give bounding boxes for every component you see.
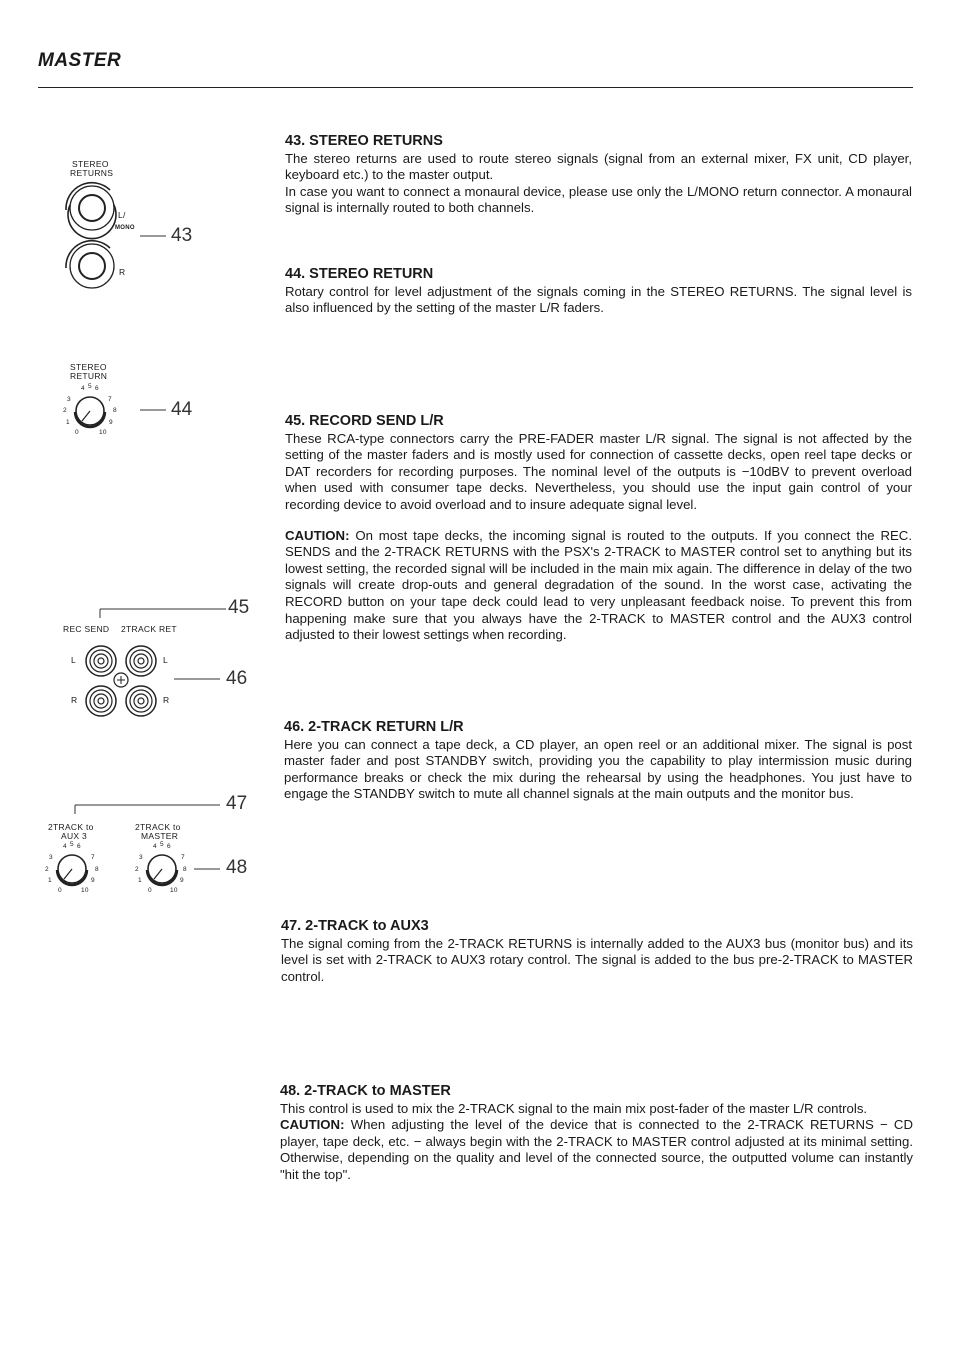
knob47-scale-5: 5 xyxy=(70,841,74,848)
section-title: 46. 2-TRACK RETURN L/R xyxy=(284,719,464,735)
knob48-scale-4: 4 xyxy=(153,843,157,850)
knob48-scale-10: 10 xyxy=(170,887,178,894)
knob44-scale-6: 6 xyxy=(95,385,99,392)
knob48-scale-9: 9 xyxy=(180,877,184,884)
caution-paragraph xyxy=(280,1117,913,1183)
knob47-scale-4: 4 xyxy=(63,843,67,850)
knob47-scale-0: 0 xyxy=(58,887,62,894)
knob44-scale-5: 5 xyxy=(88,383,92,390)
knob47-scale-3: 3 xyxy=(49,854,53,861)
caution-paragraph xyxy=(285,528,912,644)
section-44 xyxy=(285,266,912,317)
section-paragraph: Rotary control for level adjustment of the signals coming in the STEREO RETURNS. The signal level is also influenced by the setting of the master L/R faders. xyxy=(285,283,912,316)
callout-47: 47 xyxy=(226,793,248,814)
knob47-scale-2: 2 xyxy=(45,866,49,873)
aux3-label-2: AUX 3 xyxy=(61,831,88,841)
section-title: 43. STEREO RETURNS xyxy=(285,133,443,149)
knob47-scale-10: 10 xyxy=(81,887,89,894)
section-title: 44. STEREO RETURN xyxy=(285,266,434,282)
callout-44: 44 xyxy=(171,399,193,420)
section-paragraph: This control is used to mix the 2-TRACK signal to the main mix post-fader of the master L/R controls. xyxy=(280,1100,868,1116)
knob44-scale-4: 4 xyxy=(81,385,85,392)
aux3-label-1: 2TRACK to xyxy=(48,822,94,832)
knob44-scale-8: 8 xyxy=(113,407,117,414)
page-header: MASTER xyxy=(38,50,122,71)
section-paragraph: In case you want to connect a monaural device, please use only the L/MONO return connector. A monaural signal is internally routed to both channels. xyxy=(285,183,912,216)
jack-l-mono-icon xyxy=(66,183,116,239)
section-paragraph: Here you can connect a tape deck, a CD player, an open reel or an additional mixer. The signal is post master fader and post STANDBY switch, providing you the capability to play intermission music during performance breaks or check the mix during the rehearsal by using the headphones. You just have to engage the STANDBY switch to mute all channel signals at the main outputs and the monitor bus. xyxy=(284,736,912,802)
caution-text: On most tape decks, the incoming signal is routed to the outputs. If you connect the REC. SENDS and the 2-TRACK RETURNS with the PSX's 2-TRACK to MASTER control set to anything but its lowest setting, the recorded signal will be included in the main mix again. The difference in delay of the two signals will create drop-outs and general degradation of the sound. In the worst case, activating the RECORD button on your tape deck could lead to very unpleasant feedback noise. To prevent this from happening make sure that you always have the 2-TRACK to MASTER control and the AUX3 control adjusted to their lowest settings when recording. xyxy=(285,527,912,643)
knob48-scale-8: 8 xyxy=(183,866,187,873)
caution-label: CAUTION: xyxy=(285,527,350,543)
jack-mono-label: MONO xyxy=(115,225,135,231)
section-46 xyxy=(284,719,912,803)
section-47 xyxy=(281,918,913,985)
section-title: 47. 2-TRACK to AUX3 xyxy=(281,918,429,934)
knob47-scale-6: 6 xyxy=(77,843,81,850)
knob47-scale-9: 9 xyxy=(91,877,95,884)
aux3-knob-icon xyxy=(57,855,87,885)
knob44-scale-9: 9 xyxy=(109,419,113,426)
knob44-scale-0: 0 xyxy=(75,429,79,436)
stereo-returns-label-1: STEREO xyxy=(72,159,109,169)
two-track-ret-label: 2TRACK RET xyxy=(121,624,177,634)
section-paragraph: These RCA-type connectors carry the PRE-FADER master L/R signal. The signal is not affected by the setting of the master faders and is mostly used for connection of cassette decks, open reel tape decks or DAT recorders for recording purposes. The nominal level of the outputs is −10dBV to prevent overload when used with consumer tape decks. Nevertheless, you should use the input gain control of your recording device to avoid overload and to insure adequate signal level. xyxy=(285,430,912,512)
knob48-scale-2: 2 xyxy=(135,866,139,873)
rca-rec-send-r-icon xyxy=(86,686,116,716)
knob48-scale-0: 0 xyxy=(148,887,152,894)
section-paragraph: The signal coming from the 2-TRACK RETURNS is internally added to the AUX3 bus (monitor bus) and its level is set with 2-TRACK to AUX3 rotary control. The signal is added to the bus pre-2-TRACK to MASTER control. xyxy=(281,935,913,984)
master-label-1: 2TRACK to xyxy=(135,822,181,832)
stereo-return-knob-icon xyxy=(75,397,105,427)
stereo-return-label-2: RETURN xyxy=(70,371,108,381)
section-title: 48. 2-TRACK to MASTER xyxy=(280,1083,451,1099)
knob48-scale-5: 5 xyxy=(160,841,164,848)
section-43 xyxy=(285,133,912,217)
knob44-scale-1: 1 xyxy=(66,419,70,426)
callout-45: 45 xyxy=(228,597,250,618)
jack-l-label: L/ xyxy=(118,210,126,220)
section-45 xyxy=(285,413,912,644)
knob47-scale-7: 7 xyxy=(91,854,95,861)
rec-send-label: REC SEND xyxy=(63,624,110,634)
rca-2track-ret-r-icon xyxy=(126,686,156,716)
callout-48: 48 xyxy=(226,857,248,878)
knob48-scale-7: 7 xyxy=(181,854,185,861)
ground-screw-icon xyxy=(114,673,128,687)
jack-r-icon xyxy=(66,241,114,288)
knob44-scale-10: 10 xyxy=(99,429,107,436)
rca-r-label-left: R xyxy=(71,695,78,705)
knob47-scale-1: 1 xyxy=(48,877,52,884)
rca-2track-ret-l-icon xyxy=(126,646,156,676)
knob44-scale-2: 2 xyxy=(63,407,67,414)
jack-r-label: R xyxy=(119,267,126,277)
knob48-scale-6: 6 xyxy=(167,843,171,850)
knob44-scale-7: 7 xyxy=(108,396,112,403)
knob48-scale-1: 1 xyxy=(138,877,142,884)
knob47-scale-8: 8 xyxy=(95,866,99,873)
rca-l-label-left: L xyxy=(71,655,77,665)
master-knob-icon xyxy=(147,855,177,885)
section-paragraph: The stereo returns are used to route stereo signals (signal from an external mixer, FX unit, CD player, keyboard etc.) to the master output. xyxy=(285,150,912,183)
rca-l-label-right: L xyxy=(163,655,169,665)
section-title: 45. RECORD SEND L/R xyxy=(285,413,444,429)
callout-43: 43 xyxy=(171,225,193,246)
knob48-scale-3: 3 xyxy=(139,854,143,861)
section-48 xyxy=(280,1083,913,1184)
rca-r-label-right: R xyxy=(163,695,170,705)
stereo-return-label-1: STEREO xyxy=(70,362,107,372)
knob44-scale-3: 3 xyxy=(67,396,71,403)
rca-rec-send-l-icon xyxy=(86,646,116,676)
caution-text: When adjusting the level of the device that is connected to the 2-TRACK RETURNS − CD player, tape deck, etc. − always begin with the 2-TRACK to MASTER control adjusted at its minimal setting. Otherwise, depending on the quality and level of the connected source, the outputted volume can instantly "hit the top". xyxy=(280,1117,913,1182)
master-label-2: MASTER xyxy=(141,831,179,841)
stereo-returns-label-2: RETURNS xyxy=(70,168,114,178)
callout-46: 46 xyxy=(226,668,248,689)
caution-label: CAUTION: xyxy=(280,1117,345,1133)
